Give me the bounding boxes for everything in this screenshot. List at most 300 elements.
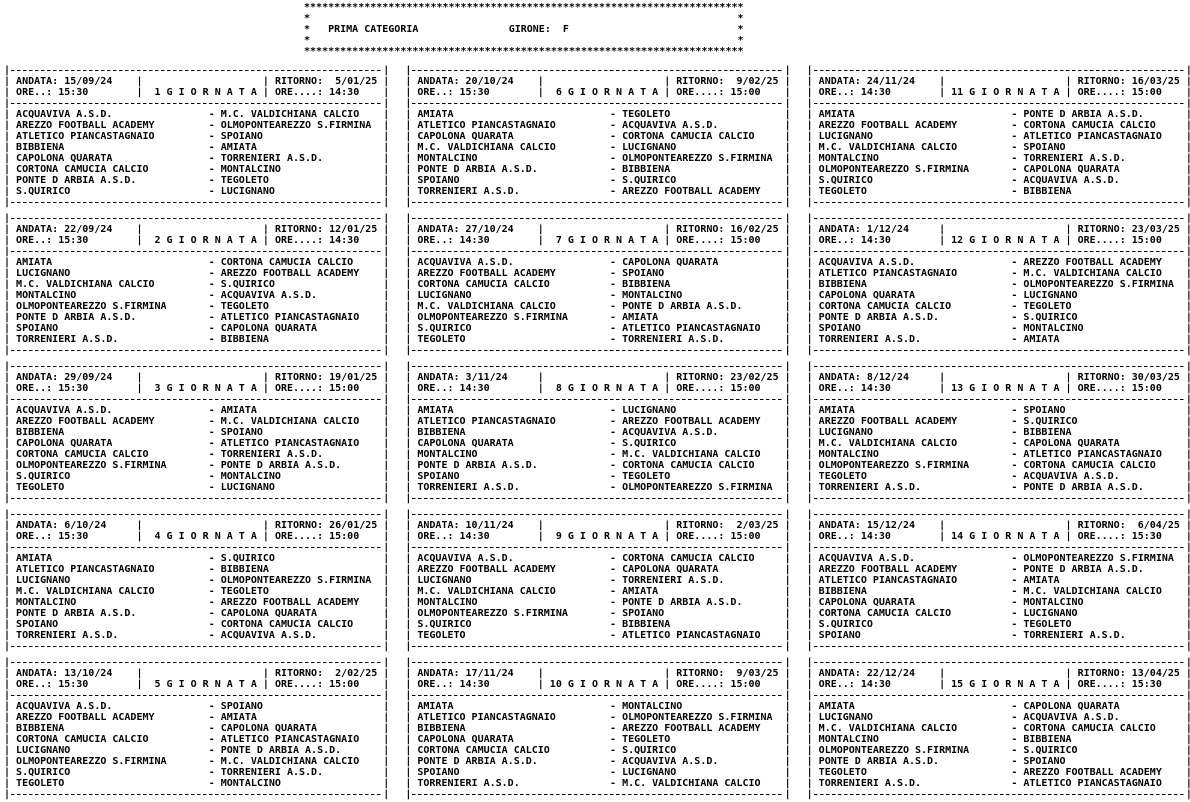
ritorno-date: 2/02/25	[335, 668, 378, 679]
match-row	[807, 597, 1190, 608]
ore-ritorno-label: ORE....:	[676, 87, 725, 98]
andata-label: ANDATA:	[417, 224, 460, 235]
home-team: | ACQUAVIVA A.S.D.	[417, 553, 514, 564]
box-border-top	[807, 509, 1190, 520]
box-border-bottom	[807, 197, 1190, 208]
vs-dash: -	[208, 564, 215, 575]
ritorno-ore: 15:00	[730, 383, 761, 394]
home-team: | S.QUIRICO	[16, 186, 71, 197]
vs-dash: -	[208, 630, 215, 641]
ritorno-date: 23/03/25	[1131, 224, 1180, 235]
vs-dash: -	[610, 257, 617, 268]
match-row	[4, 449, 389, 460]
vs-dash: -	[1011, 279, 1018, 290]
vs-dash: -	[1011, 734, 1018, 745]
andata-ore: 15:30	[459, 87, 490, 98]
home-team: | OLMOPONTEAREZZO S.FIRMINA	[417, 312, 568, 323]
vs-dash: -	[610, 109, 617, 120]
away-team: CORTONA CAMUCIA CALCIO	[622, 131, 755, 142]
away-team: LUCIGNANO	[220, 482, 275, 493]
match-row	[4, 619, 389, 630]
header-separator	[405, 98, 790, 109]
away-team: AMIATA	[220, 712, 257, 723]
vs-dash: -	[1011, 427, 1018, 438]
ritorno-ore: 15:00	[329, 679, 360, 690]
andata-label: ANDATA:	[818, 76, 861, 87]
away-team: AREZZO FOOTBALL ACADEMY	[220, 597, 360, 608]
giornata-number: 14	[951, 531, 964, 542]
home-team: | MONTALCINO	[818, 449, 879, 460]
vs-dash: -	[610, 142, 617, 153]
ritorno-ore-cell	[269, 679, 383, 690]
away-team: AREZZO FOOTBALL ACADEMY	[622, 723, 761, 734]
andata-ore-cell	[411, 531, 537, 542]
andata-date: 1/12/24	[866, 224, 909, 235]
vs-dash: -	[610, 575, 617, 586]
home-team: | M.C. VALDICHIANA CALCIO	[16, 279, 155, 290]
ritorno-date: 26/01/25	[329, 520, 378, 531]
andata-ore-cell	[411, 679, 537, 690]
home-team: | M.C. VALDICHIANA CALCIO	[818, 723, 958, 734]
ritorno-date: 16/03/25	[1131, 76, 1180, 87]
andata-date: 17/11/24	[465, 668, 514, 679]
match-row	[4, 334, 389, 345]
match-row	[4, 153, 389, 164]
match-row	[405, 553, 790, 564]
vs-dash: -	[1011, 701, 1018, 712]
ritorno-cell	[670, 76, 784, 87]
ritorno-cell	[670, 372, 784, 383]
vs-dash: -	[208, 186, 215, 197]
vs-dash: -	[1011, 142, 1018, 153]
match-row	[807, 186, 1190, 197]
andata-date: 29/09/24	[64, 372, 113, 383]
box-border-bottom	[405, 197, 790, 208]
home-team: | M.C. VALDICHIANA CALCIO	[818, 142, 958, 153]
away-team: ATLETICO PIANCASTAGNAIO	[622, 630, 761, 641]
away-team: M.C. VALDICHIANA CALCIO	[1023, 268, 1162, 279]
ore-ritorno-label: ORE....:	[676, 383, 725, 394]
home-team: | LUCIGNANO	[417, 290, 472, 301]
ritorno-cell	[670, 520, 784, 531]
away-team: BIBBIENA	[1023, 186, 1072, 197]
match-row	[4, 630, 389, 641]
giornata-times-row	[4, 87, 389, 98]
andata-cell	[10, 520, 136, 531]
ritorno-label: RITORNO:	[274, 668, 324, 679]
match-row	[807, 334, 1190, 345]
home-team: | AMIATA	[417, 701, 454, 712]
ore-ritorno-label: ORE....:	[274, 531, 324, 542]
vs-dash: -	[1011, 186, 1018, 197]
match-row	[405, 290, 790, 301]
league-header-box	[304, 2, 743, 57]
match-row	[405, 142, 790, 153]
header-separator	[807, 690, 1190, 701]
vs-dash: -	[610, 701, 617, 712]
giornata-label: G I O R N A T A	[567, 87, 659, 98]
match-row	[405, 608, 790, 619]
match-row	[807, 131, 1190, 142]
home-team: | ATLETICO PIANCASTAGNAIO	[417, 712, 556, 723]
giornata-box	[405, 509, 790, 652]
ritorno-label: RITORNO:	[274, 372, 324, 383]
away-team: CAPOLONA QUARATA	[1023, 438, 1120, 449]
away-team: LUCIGNANO	[622, 142, 677, 153]
dashed-line	[412, 70, 783, 72]
giornata-number-cell	[142, 235, 262, 246]
giornate-grid	[4, 65, 1190, 800]
andata-ore: 14:30	[860, 531, 891, 542]
home-team: | TORRENIERI A.S.D.	[16, 334, 119, 345]
home-team: | S.QUIRICO	[16, 767, 71, 778]
andata-ore: 14:30	[860, 235, 891, 246]
home-team: | MONTALCINO	[16, 290, 77, 301]
andata-label: ANDATA:	[417, 520, 460, 531]
vs-dash: -	[208, 756, 215, 767]
away-team: PONTE D ARBIA A.S.D.	[622, 301, 743, 312]
ritorno-date: 9/03/25	[736, 668, 779, 679]
dashed-line	[412, 350, 783, 352]
home-team: | MONTALCINO	[417, 449, 478, 460]
ritorno-cell	[1072, 520, 1186, 531]
ritorno-date: 12/01/25	[329, 224, 378, 235]
home-team: | AMIATA	[417, 109, 454, 120]
giornata-label: G I O R N A T A	[969, 383, 1060, 394]
giornata-label: G I O R N A T A	[166, 87, 257, 98]
away-team: MONTALCINO	[220, 471, 281, 482]
match-row	[4, 175, 389, 186]
vs-dash: -	[610, 608, 617, 619]
match-row	[4, 553, 389, 564]
away-team: TEGOLETO	[622, 734, 671, 745]
andata-cell	[813, 76, 939, 87]
header-separator	[4, 246, 389, 257]
giornata-dates-row	[4, 76, 389, 87]
giornata-label: G I O R N A T A	[567, 235, 659, 246]
away-team: CORTONA CAMUCIA CALCIO	[622, 553, 755, 564]
away-team: OLMOPONTEAREZZO S.FIRMINA	[220, 120, 372, 131]
dashed-line	[412, 794, 783, 796]
vs-dash: -	[1011, 416, 1018, 427]
giornata-number-cell	[544, 383, 664, 394]
vs-dash: -	[208, 553, 215, 564]
giornata-dates-row	[405, 668, 790, 679]
giornata-times-row	[807, 679, 1190, 690]
header-separator	[807, 98, 1190, 109]
home-team: | ACQUAVIVA A.S.D.	[16, 701, 113, 712]
match-row	[807, 619, 1190, 630]
match-row	[405, 416, 790, 427]
home-team: | SPOIANO	[417, 471, 460, 482]
dashed-line	[814, 794, 1185, 796]
ore-ritorno-label: ORE....:	[676, 235, 725, 246]
away-team: OLMOPONTEAREZZO S.FIRMINA	[1023, 279, 1174, 290]
match-row	[807, 471, 1190, 482]
home-team: | BIBBIENA	[818, 586, 867, 597]
ritorno-label: RITORNO:	[676, 668, 725, 679]
giornata-number-cell	[945, 87, 1065, 98]
home-team: | AMIATA	[16, 257, 53, 268]
match-row	[405, 701, 790, 712]
home-team: | S.QUIRICO	[16, 471, 71, 482]
giornata-times-row	[405, 679, 790, 690]
ore-andata-label: ORE..:	[818, 383, 855, 394]
vs-dash: -	[1011, 301, 1018, 312]
away-team: SPOIANO	[220, 427, 263, 438]
ritorno-date: 9/02/25	[736, 76, 779, 87]
star-fill	[310, 46, 737, 57]
match-row	[4, 471, 389, 482]
home-team: | LUCIGNANO	[818, 427, 873, 438]
home-team: | BIBBIENA	[417, 427, 466, 438]
match-row	[807, 405, 1190, 416]
ritorno-ore: 15:00	[730, 87, 761, 98]
away-team: AMIATA	[220, 142, 257, 153]
vs-dash: -	[208, 427, 215, 438]
giornata-times-row	[4, 235, 389, 246]
ritorno-label: RITORNO:	[1077, 224, 1126, 235]
vs-dash: -	[1011, 767, 1018, 778]
vs-dash: -	[610, 460, 617, 471]
match-row	[405, 131, 790, 142]
home-team: | AREZZO FOOTBALL ACADEMY	[818, 120, 958, 131]
home-team: | AREZZO FOOTBALL ACADEMY	[16, 416, 155, 427]
match-row	[807, 778, 1190, 789]
home-team: | AMIATA	[818, 405, 855, 416]
home-team: | ATLETICO PIANCASTAGNAIO	[16, 564, 155, 575]
andata-ore-cell	[813, 679, 939, 690]
giornata-number-cell	[544, 87, 664, 98]
away-team: AREZZO FOOTBALL ACADEMY	[220, 268, 360, 279]
home-team: | LUCIGNANO	[16, 268, 71, 279]
giornata-dates-row	[807, 520, 1190, 531]
ritorno-cell	[670, 668, 784, 679]
andata-ore-cell	[411, 87, 537, 98]
giornata-number-cell	[142, 679, 262, 690]
giornata-box	[405, 65, 790, 208]
header-separator	[4, 98, 389, 109]
match-row	[4, 756, 389, 767]
dashed-line	[11, 514, 382, 516]
ritorno-ore: 15:30	[1131, 679, 1162, 690]
ritorno-cell	[1072, 224, 1186, 235]
ritorno-ore-cell	[269, 531, 383, 542]
away-team: OLMOPONTEAREZZO S.FIRMINA	[622, 712, 773, 723]
box-border-top	[807, 657, 1190, 668]
home-team: | TORRENIERI A.S.D.	[417, 186, 520, 197]
dashed-line	[412, 646, 783, 648]
ritorno-ore: 15:00	[1131, 383, 1162, 394]
away-team: AMIATA	[1023, 575, 1060, 586]
ore-ritorno-label: ORE....:	[274, 383, 324, 394]
ore-andata-label: ORE..:	[16, 87, 53, 98]
andata-label: ANDATA:	[818, 668, 861, 679]
vs-dash: -	[1011, 778, 1018, 789]
home-team: | M.C. VALDICHIANA CALCIO	[818, 438, 958, 449]
andata-label: ANDATA:	[16, 520, 59, 531]
away-team: ACQUAVIVA A.S.D.	[622, 427, 719, 438]
andata-cell	[813, 224, 939, 235]
match-row	[4, 482, 389, 493]
andata-cell	[10, 224, 136, 235]
away-team: AMIATA	[622, 312, 659, 323]
home-team: | LUCIGNANO	[16, 575, 71, 586]
match-row	[4, 564, 389, 575]
ritorno-ore-cell	[670, 679, 784, 690]
vs-dash: -	[610, 268, 617, 279]
away-team: LUCIGNANO	[1023, 608, 1078, 619]
vs-dash: -	[1011, 564, 1018, 575]
andata-label: ANDATA:	[417, 76, 460, 87]
away-team: M.C. VALDICHIANA CALCIO	[1023, 586, 1162, 597]
match-row	[807, 712, 1190, 723]
dashed-line	[814, 547, 1185, 549]
box-border-top	[4, 657, 389, 668]
ritorno-date: 5/01/25	[335, 76, 378, 87]
box-border-top	[405, 509, 790, 520]
match-row	[405, 460, 790, 471]
ritorno-date: 16/02/25	[730, 224, 779, 235]
dashed-line	[814, 514, 1185, 516]
match-row	[807, 460, 1190, 471]
giornata-dates-row	[807, 224, 1190, 235]
giornata-box	[4, 361, 389, 504]
match-row	[4, 701, 389, 712]
giornata-number: 12	[951, 235, 964, 246]
mid-spacer	[142, 668, 262, 679]
away-team: OLMOPONTEAREZZO S.FIRMINA	[1023, 553, 1174, 564]
ore-andata-label: ORE..:	[16, 383, 53, 394]
away-team: M.C. VALDICHIANA CALCIO	[622, 449, 761, 460]
vs-dash: -	[610, 438, 617, 449]
box-border-top	[807, 65, 1190, 76]
dashed-line	[412, 399, 783, 401]
match-row	[807, 109, 1190, 120]
vs-dash: -	[208, 334, 215, 345]
box-border-bottom	[807, 641, 1190, 652]
match-list	[4, 701, 389, 789]
box-border-top	[405, 213, 790, 224]
andata-ore: 15:30	[58, 531, 89, 542]
match-list	[807, 109, 1190, 197]
home-team: | ACQUAVIVA A.S.D.	[16, 405, 113, 416]
giornata-number-cell	[544, 235, 664, 246]
match-row	[405, 778, 790, 789]
vs-dash: -	[610, 416, 617, 427]
vs-dash: -	[208, 597, 215, 608]
vs-dash: -	[208, 608, 215, 619]
away-team: OLMOPONTEAREZZO S.FIRMINA	[622, 153, 773, 164]
match-row	[405, 323, 790, 334]
giornata-times-row	[405, 87, 790, 98]
away-team: TORRENIERI A.S.D.	[1023, 153, 1126, 164]
giornata-label: G I O R N A T A	[969, 87, 1060, 98]
away-team: CAPOLONA QUARATA	[220, 723, 318, 734]
ore-andata-label: ORE..:	[16, 235, 53, 246]
ritorno-ore-cell	[670, 87, 784, 98]
match-row	[405, 164, 790, 175]
andata-ore: 14:30	[860, 679, 891, 690]
giornata-label: G I O R N A T A	[567, 383, 659, 394]
home-team: | TORRENIERI A.S.D.	[818, 482, 922, 493]
andata-date: 22/09/24	[64, 224, 113, 235]
match-list	[4, 109, 389, 197]
home-team: | TORRENIERI A.S.D.	[16, 630, 119, 641]
ritorno-cell	[269, 372, 383, 383]
dashed-line	[814, 202, 1185, 204]
vs-dash: -	[208, 701, 215, 712]
away-team: PONTE D ARBIA A.S.D.	[1023, 564, 1144, 575]
mid-spacer	[142, 372, 262, 383]
ore-andata-label: ORE..:	[417, 531, 454, 542]
away-team: ATLETICO PIANCASTAGNAIO	[220, 438, 360, 449]
away-team: CORTONA CAMUCIA CALCIO	[1023, 120, 1156, 131]
giornata-box	[4, 509, 389, 652]
away-team: BIBBIENA	[220, 334, 269, 345]
away-team: SPOIANO	[622, 608, 665, 619]
home-team: | M.C. VALDICHIANA CALCIO	[417, 142, 556, 153]
ore-andata-label: ORE..:	[417, 679, 454, 690]
box-border-bottom	[4, 789, 389, 800]
home-team: | ACQUAVIVA A.S.D.	[818, 553, 915, 564]
home-team: | TEGOLETO	[16, 482, 65, 493]
box-border-bottom	[807, 493, 1190, 504]
match-list	[405, 257, 790, 345]
giornata-number: 3	[154, 383, 161, 394]
match-row	[807, 553, 1190, 564]
match-row	[807, 312, 1190, 323]
away-team: MONTALCINO	[622, 701, 683, 712]
home-team: | PONTE D ARBIA A.S.D.	[818, 756, 940, 767]
giornata-times-row	[807, 235, 1190, 246]
vs-dash: -	[610, 131, 617, 142]
mid-spacer	[142, 520, 262, 531]
header-separator	[405, 542, 790, 553]
dashed-line	[11, 662, 382, 664]
match-row	[405, 301, 790, 312]
vs-dash: -	[208, 460, 215, 471]
ritorno-ore-cell	[1072, 679, 1186, 690]
vs-dash: -	[208, 120, 215, 131]
home-team: | CAPOLONA QUARATA	[818, 290, 915, 301]
home-team: | TORRENIERI A.S.D.	[417, 482, 520, 493]
away-team: S.QUIRICO	[622, 745, 677, 756]
andata-ore-cell	[813, 87, 939, 98]
home-team: | PONTE D ARBIA A.S.D.	[818, 312, 940, 323]
match-row	[807, 575, 1190, 586]
andata-date: 22/12/24	[866, 668, 916, 679]
vs-dash: -	[1011, 553, 1018, 564]
dashed-line	[11, 350, 382, 352]
giornata-number: 6	[555, 87, 562, 98]
match-row	[807, 120, 1190, 131]
home-team: | CORTONA CAMUCIA CALCIO	[16, 164, 149, 175]
andata-cell	[10, 372, 136, 383]
giornata-dates-row	[807, 668, 1190, 679]
vs-dash: -	[1011, 482, 1018, 493]
giornata-times-row	[807, 87, 1190, 98]
home-team: | ACQUAVIVA A.S.D.	[818, 257, 915, 268]
giornata-label: G I O R N A T A	[969, 531, 1060, 542]
giornata-number: 8	[555, 383, 562, 394]
away-team: OLMOPONTEAREZZO S.FIRMINA	[220, 575, 372, 586]
giornata-dates-row	[4, 668, 389, 679]
giornata-label: G I O R N A T A	[969, 235, 1060, 246]
match-row	[405, 630, 790, 641]
vs-dash: -	[610, 712, 617, 723]
vs-dash: -	[1011, 268, 1018, 279]
